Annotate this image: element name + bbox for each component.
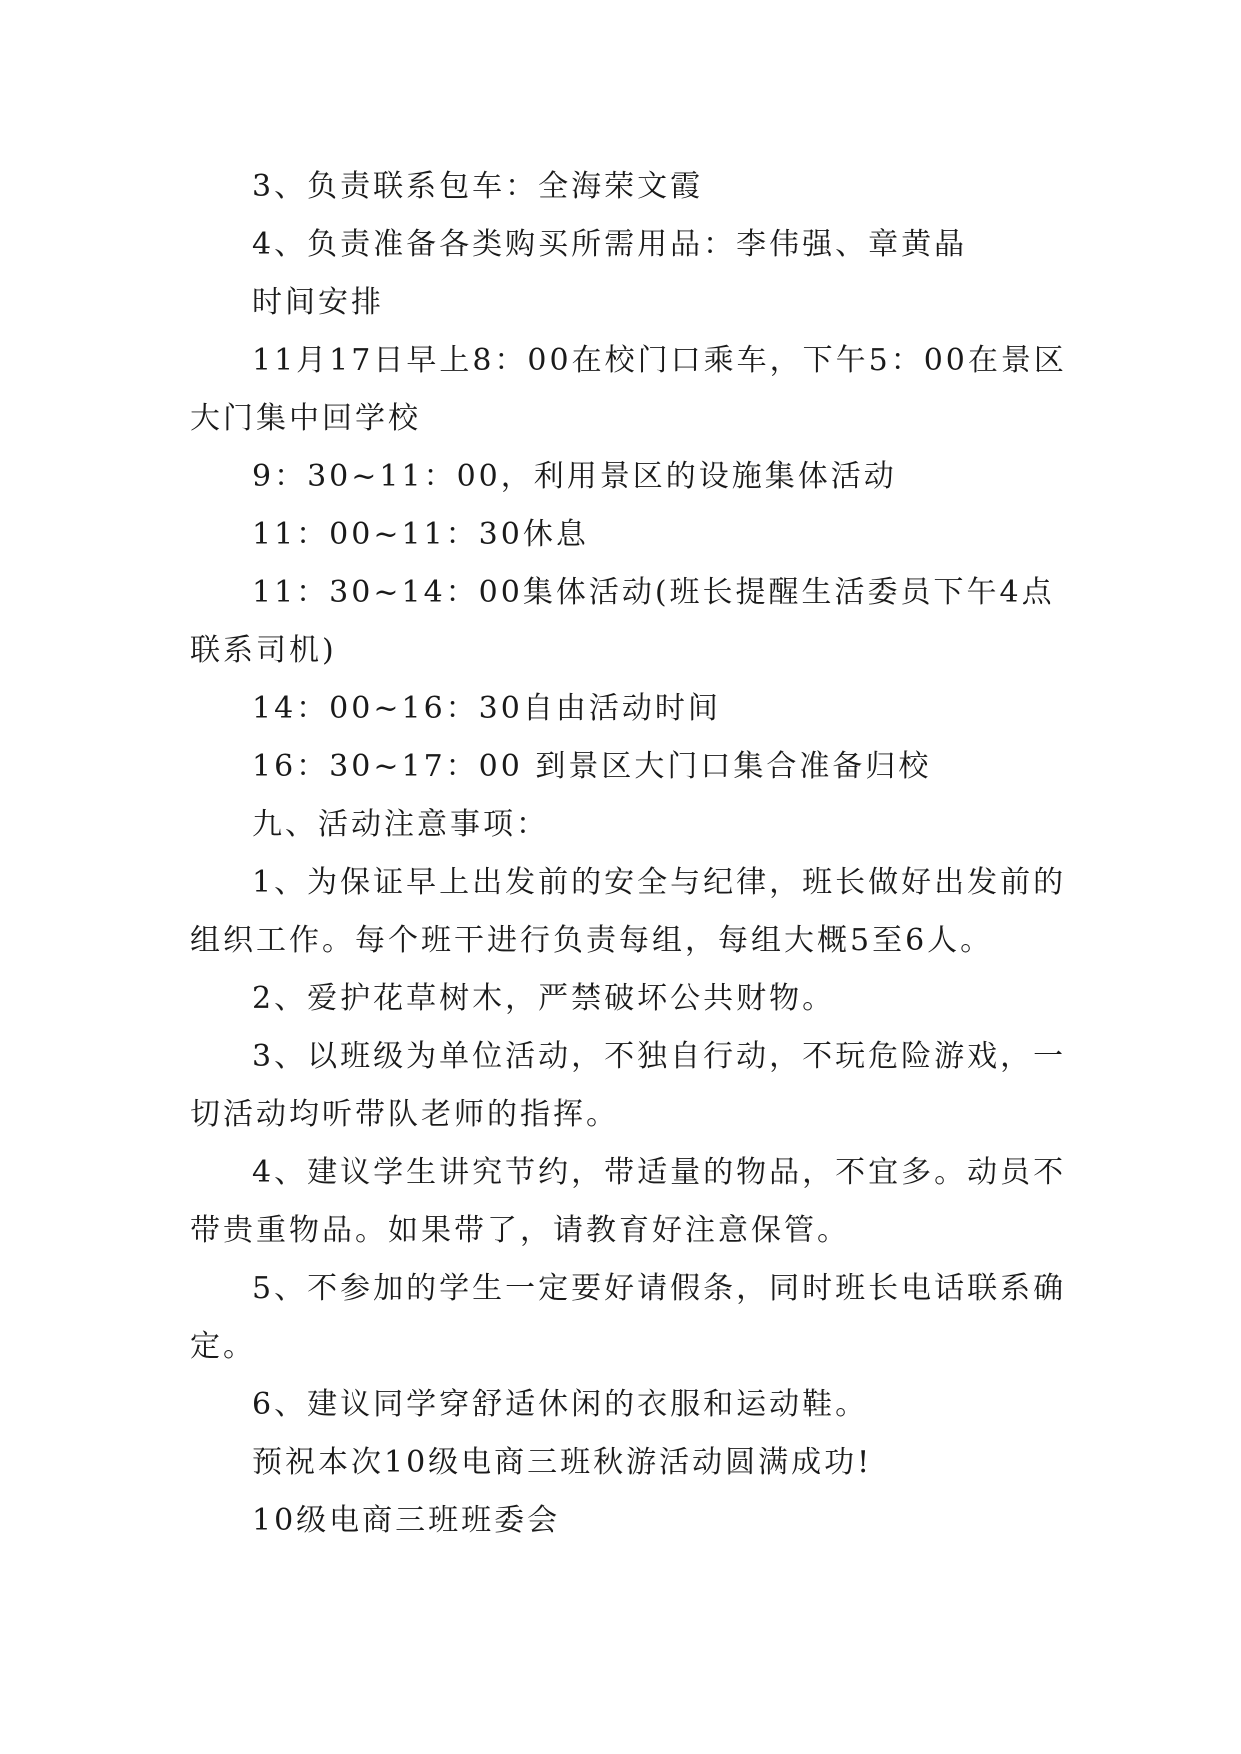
schedule-item: 14：00~16：30自由活动时间 <box>252 691 721 726</box>
schedule-item: 11：00~11：30休息 <box>252 517 589 552</box>
note-item: 5、不参加的学生一定要好请假条，同时班长电话联系确定。 <box>190 1271 1067 1364</box>
note-item: 3、以班级为单位活动，不独自行动，不玩危险游戏，一切活动均听带队老师的指挥。 <box>190 1039 1067 1132</box>
note-item: 6、建议同学穿舒适休闲的衣服和运动鞋。 <box>252 1387 869 1422</box>
section-heading-schedule: 时间安排 <box>252 285 384 320</box>
signature: 10级电商三班班委会 <box>252 1503 561 1538</box>
note-item: 4、建议学生讲究节约，带适量的物品，不宜多。动员不带贵重物品。如果带了，请教育好注意保管。 <box>190 1155 1067 1248</box>
schedule-item: 11：30~14：00集体活动(班长提醒生活委员下午4点联系司机) <box>190 575 1055 668</box>
note-item: 2、爱护花草树木，严禁破坏公共财物。 <box>252 981 836 1016</box>
note-item: 1、为保证早上出发前的安全与纪律，班长做好出发前的组织工作。每个班干进行负责每组，每组大概5至6人。 <box>190 865 1067 958</box>
closing-wish: 预祝本次10级电商三班秋游活动圆满成功! <box>252 1445 873 1480</box>
paragraph-contact-bus: 3、负责联系包车：全海荣文霞 <box>252 169 704 204</box>
paragraph-supplies: 4、负责准备各类购买所需用品：李伟强、章黄晶 <box>252 227 968 262</box>
document-body <box>190 158 1075 1550</box>
schedule-item: 11月17日早上8：00在校门口乘车，下午5：00在景区大门集中回学校 <box>190 343 1067 436</box>
section-heading-notes: 九、活动注意事项： <box>252 807 549 842</box>
schedule-item: 9：30~11：00，利用景区的设施集体活动 <box>252 459 897 494</box>
schedule-item: 16：30~17：00 到景区大门口集合准备归校 <box>252 749 932 784</box>
